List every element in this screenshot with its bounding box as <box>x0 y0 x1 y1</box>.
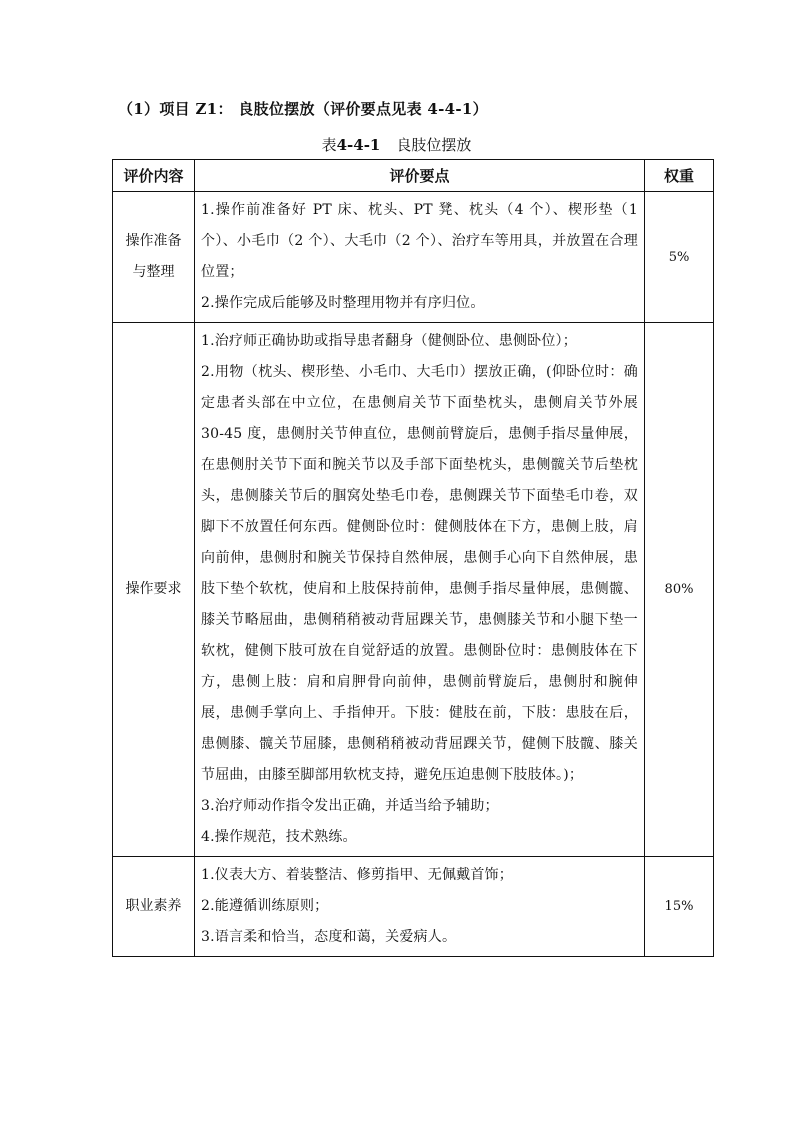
evaluation-table <box>112 159 714 957</box>
category-line: 与整理 <box>132 264 175 280</box>
table-row <box>113 857 714 957</box>
weight-cell: 15% <box>645 857 714 957</box>
point-item: 2.操作完成后能够及时整理用物并有序归位。 <box>201 295 485 311</box>
table-header-row <box>113 160 714 192</box>
point-item: 3.语言柔和恰当，态度和蔼，关爱病人。 <box>201 929 457 945</box>
points-cell <box>195 192 645 323</box>
header-points: 评价要点 <box>195 160 645 192</box>
point-item: 2.用物（枕头、楔形垫、小毛巾、大毛巾）摆放正确，(仰卧位时：确定患者头部在中立位，在患侧肩关节下面垫枕头，患侧肩关节外展 30-45 度，患侧肘关节伸直位，患侧前臂旋后，患侧手指尽量伸展，在患侧肘关节下面和腕关节以及手部下面垫枕头，患侧髋关节后垫枕头，患侧膝关节后的腘窝处垫毛巾卷，患侧踝关节下面垫毛巾卷，双脚下不放置任何东西。健侧卧位时：健侧肢体在下方，患侧上肢，肩向前伸，患侧肘和腕关节保持自然伸展，患侧手心向下自然伸展，患肢下垫个软枕，使肩和上肢保持前伸，患侧手指尽量伸展，患侧髋、膝关节略屈曲，患侧稍稍被动背屈踝关节，患侧膝关节和小腿下垫一软枕，健侧下肢可放在自觉舒适的放置。患侧卧位时：患侧肢体在下方，患侧上肢：肩和肩胛骨向前伸，患侧前臂旋后，患侧肘和腕伸展，患侧手掌向上、手指伸开。下肢：健肢在前，下肢：患肢在后，患侧膝、髋关节屈膝，患侧稍稍被动背屈踝关节，健侧下肢髋、膝关节屈曲，由膝至脚部用软枕支持，避免压迫患侧下肢肢体。)； <box>201 364 638 783</box>
header-category: 评价内容 <box>113 160 195 192</box>
category-line: 操作要求 <box>125 581 182 597</box>
points-cell <box>195 857 645 957</box>
table-row <box>113 323 714 857</box>
point-item: 1.治疗师正确协助或指导患者翻身（健侧卧位、患侧卧位）； <box>201 333 577 349</box>
weight-cell: 5% <box>645 192 714 323</box>
table-caption <box>0 134 793 155</box>
caption-title: 良肢位摆放 <box>396 136 472 154</box>
category-line: 职业素养 <box>125 898 182 914</box>
points-cell <box>195 323 645 857</box>
point-item: 2.能遵循训练原则； <box>201 898 329 914</box>
category-cell <box>113 323 195 857</box>
weight-cell: 80% <box>645 323 714 857</box>
section-heading: （1）项目 Z1： 良肢位摆放（评价要点见表 4-4-1） <box>118 100 488 118</box>
point-item: 1.仪表大方、着装整洁、修剪指甲、无佩戴首饰； <box>201 867 513 883</box>
table-row <box>113 192 714 323</box>
header-weight: 权重 <box>645 160 714 192</box>
point-item: 3.治疗师动作指令发出正确，并适当给予辅助； <box>201 798 499 814</box>
category-line: 操作准备 <box>125 233 182 249</box>
category-cell <box>113 192 195 323</box>
point-item: 1.操作前准备好 PT 床、枕头、PT 凳、枕头（4 个）、楔形垫（1 个）、小毛巾（2 个）、大毛巾（2 个）、治疗车等用具，并放置在合理位置； <box>201 202 638 280</box>
caption-label: 表 <box>321 136 337 154</box>
category-cell <box>113 857 195 957</box>
point-item: 4.操作规范，技术熟练。 <box>201 829 357 845</box>
caption-number: 4-4-1 <box>336 136 381 154</box>
